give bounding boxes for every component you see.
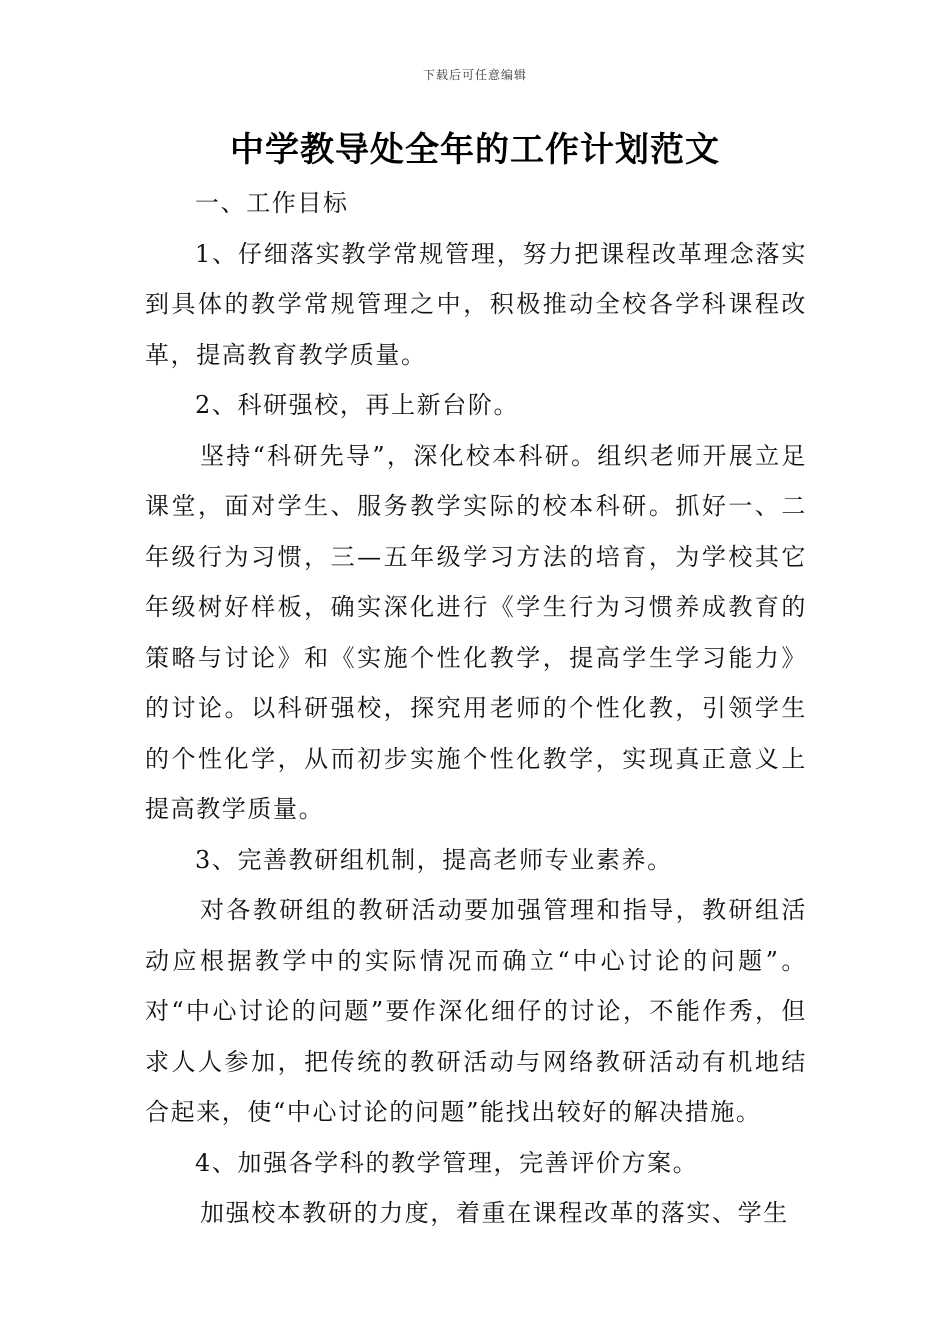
paragraph-teaching-research: 对各教研组的教研活动要加强管理和指导，教研组活动应根据教学中的实际情况而确立“中心讨论的问题”。对“中心讨论的问题”要作深化细仔的讨论，不能作秀，但求人人参加，把传统的教研活动与网络教研活动有机地结合起来，使“中心讨论的问题”能找出较好的解决措施。 [145,896,807,1126]
section-heading-goals: 一、工作目标 [195,189,349,217]
paragraph-item-2: 2、科研强校，再上新台阶。 [195,391,520,419]
document-body [145,178,807,1239]
document-title: 中学教导处全年的工作计划范文 [230,130,720,170]
paragraph-item-3: 3、完善教研组机制，提高老师专业素养。 [195,845,673,874]
header-note: 下载后可任意编辑 [422,68,527,82]
paragraph-item-1: 1、仔细落实教学常规管理，努力把课程改革理念落实到具体的教学常规管理之中，积极推动全校各学科课程改革，提高教育教学质量。 [145,239,807,369]
paragraph-school-research: 加强校本教研的力度，着重在课程改革的落实、学生 [200,1199,789,1227]
paragraph-research: 坚持“科研先导”，深化校本科研。组织老师开展立足课堂，面对学生、服务教学实际的校本科研。抓好一、二年级行为习惯，三—五年级学习方法的培育，为学校其它年级树好样板，确实深化进行《学生行为习惯养成教育的策略与讨论》和《实施个性化教学，提高学生学习能力》的讨论。以科研强校，探究用老师的个性化教，引领学生的个性化学，从而初步实施个性化教学，实现真正意义上提高教学质量。 [145,441,807,823]
paragraph-item-4: 4、加强各学科的教学管理，完善评价方案。 [195,1148,699,1177]
